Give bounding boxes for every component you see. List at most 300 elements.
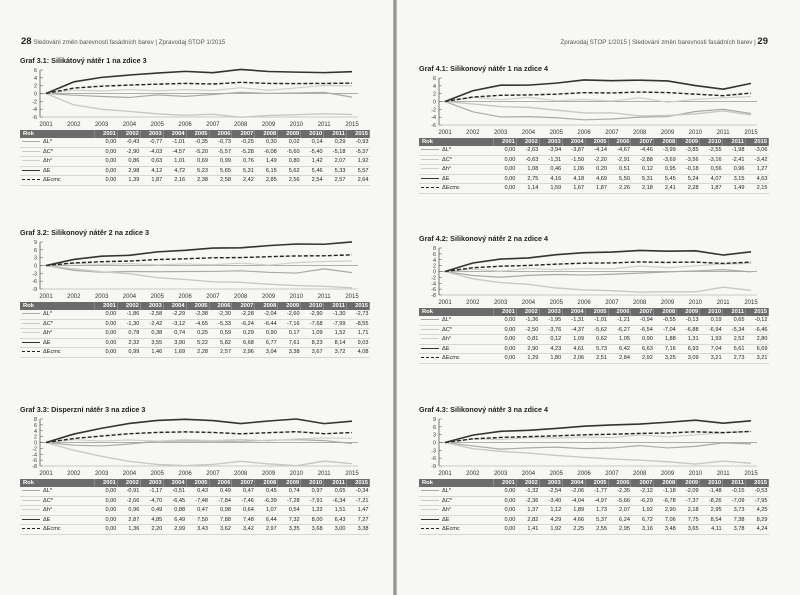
table-cell: 0,64	[232, 506, 255, 516]
data-table	[20, 130, 370, 186]
table-cell: -0,18	[677, 165, 700, 175]
table-row	[20, 348, 370, 358]
series-label: ΔE	[442, 516, 450, 523]
table-cell: 2,92	[631, 354, 654, 364]
y-tick-label: 2	[34, 83, 37, 90]
table-row	[20, 338, 370, 348]
table-cell: 0,00	[494, 184, 517, 194]
series-label: ΔEcmc	[442, 185, 460, 192]
legend-swatch-dl	[22, 490, 40, 491]
table-cell: 0,00	[494, 496, 517, 506]
y-tick-label: 9	[34, 240, 37, 246]
table-cell: 0,00	[95, 338, 118, 348]
x-tick-label: 2006	[178, 122, 192, 128]
table-cell: 0,00	[494, 354, 517, 364]
x-tick-label: 2005	[549, 300, 563, 306]
table-header-year: 2005	[186, 302, 209, 310]
table-cell: 1,36	[117, 525, 140, 535]
data-table	[20, 302, 370, 358]
table-cell: -2,88	[631, 155, 654, 165]
table-cell: 0,51	[608, 165, 631, 175]
graph-4-3	[419, 405, 769, 535]
y-tick-label: 0	[34, 91, 37, 98]
table-cell: 0,00	[95, 348, 118, 358]
right-running-head	[560, 36, 768, 47]
table-cell: -2,38	[186, 310, 209, 319]
x-tick-label: 2003	[94, 294, 109, 300]
table-cell: -7,99	[324, 319, 347, 329]
x-tick-label: 2007	[206, 294, 220, 300]
table-cell: -2,91	[608, 155, 631, 165]
table-cell: 0,90	[255, 329, 278, 339]
table-cell: 8,23	[301, 338, 324, 348]
table-header-year: 2008	[654, 308, 677, 316]
table-cell: 0,86	[117, 157, 140, 167]
table-row	[20, 525, 370, 535]
table-cell: -6,44	[255, 319, 278, 329]
table-cell: 3,78	[723, 525, 746, 535]
table-cell: 0,65	[324, 487, 347, 496]
x-tick-label: 2005	[549, 471, 563, 477]
table-cell: 0,74	[163, 329, 186, 339]
data-table	[20, 479, 370, 535]
table-cell: 1,87	[140, 176, 163, 186]
table-cell: -5,28	[232, 147, 255, 157]
series-label: ΔL*	[442, 147, 452, 153]
table-cell: -1,31	[562, 316, 585, 325]
table-cell: -7,04	[654, 325, 677, 335]
table-cell: 4,23	[539, 344, 562, 354]
x-tick-label: 2007	[206, 471, 220, 477]
table-header-year: 2003	[539, 308, 562, 316]
legend-swatch-dc	[22, 323, 40, 324]
y-tick-label: -9	[32, 287, 37, 293]
table-cell: 1,52	[324, 329, 347, 339]
table-cell: 4,12	[140, 166, 163, 176]
table-cell: -0,12	[745, 316, 768, 325]
table-cell: 1,80	[539, 354, 562, 364]
table-cell: 2,55	[585, 525, 608, 535]
table-cell: 3,25	[654, 354, 677, 364]
table-header-year: 2015	[346, 479, 369, 487]
table-cell: -3,42	[745, 155, 768, 165]
table-cell: 0,00	[494, 155, 517, 165]
table-cell: 0,00	[95, 319, 118, 329]
table-cell: 7,48	[232, 515, 255, 525]
table-cell: -7,28	[278, 496, 301, 506]
table-cell: 3,38	[278, 348, 301, 358]
legend-swatch-dcmc	[22, 528, 40, 529]
series-label: ΔL*	[43, 139, 53, 145]
table-cell: -5,18	[324, 147, 347, 157]
x-tick-label: 2011	[317, 294, 331, 300]
table-cell: 2,57	[324, 176, 347, 186]
table-cell: 0,00	[95, 166, 118, 176]
table-cell: -1,21	[608, 316, 631, 325]
table-cell: 0,80	[278, 157, 301, 167]
table-cell: -4,03	[140, 147, 163, 157]
series-label: ΔE	[442, 175, 450, 182]
table-cell: 0,20	[585, 165, 608, 175]
table-cell: -1,48	[700, 487, 723, 496]
x-tick-label: 2006	[577, 130, 591, 136]
table-cell: -2,30	[209, 310, 232, 319]
table-header-year: 2006	[608, 308, 631, 316]
table-cell: -6,24	[232, 319, 255, 329]
legend-swatch-dcmc	[22, 179, 40, 180]
legend-swatch-dh	[22, 332, 40, 333]
x-tick-label: 2008	[234, 471, 248, 477]
x-tick-label: 2003	[493, 130, 508, 136]
table-cell: 5,31	[631, 174, 654, 184]
table-header-year: 2003	[140, 479, 163, 487]
table-cell: -4,46	[631, 146, 654, 155]
line-chart	[419, 245, 769, 307]
table-cell: 1,92	[346, 157, 369, 167]
table-cell: 3,04	[255, 348, 278, 358]
table-cell: -4,57	[163, 147, 186, 157]
y-tick-label: -8	[431, 293, 436, 299]
table-cell: 0,00	[95, 138, 118, 147]
y-tick-label: 6	[34, 68, 37, 74]
table-cell: -6,08	[255, 147, 278, 157]
table-cell: 0,00	[494, 525, 517, 535]
table-cell: 5,23	[186, 166, 209, 176]
legend-swatch-dh	[421, 338, 439, 339]
table-cell: -4,14	[585, 146, 608, 155]
data-table	[419, 479, 769, 535]
table-cell: 8,29	[745, 515, 768, 525]
y-tick-label: -4	[32, 452, 37, 459]
table-header-year: 2011	[324, 302, 347, 310]
table-cell: 0,00	[95, 147, 118, 157]
table-cell: 1,71	[346, 329, 369, 339]
graph-3-2	[20, 228, 370, 358]
table-cell: 2,98	[117, 166, 140, 176]
x-tick-label: 2008	[234, 122, 248, 128]
table-cell: 1,92	[631, 506, 654, 516]
table-cell: 6,77	[255, 338, 278, 348]
x-tick-label: 2002	[67, 471, 81, 477]
legend-swatch-dl	[421, 490, 439, 491]
table-header-year: 2004	[562, 138, 585, 146]
table-cell: 0,98	[209, 506, 232, 516]
table-cell: 3,21	[700, 354, 723, 364]
table-cell: -3,56	[677, 155, 700, 165]
series-label: ΔL*	[442, 488, 452, 494]
x-tick-label: 2011	[317, 122, 331, 128]
y-tick-label: 0	[433, 99, 436, 106]
table-cell: 9,03	[346, 338, 369, 348]
x-tick-label: 2009	[660, 130, 675, 136]
table-cell: 2,07	[324, 157, 347, 167]
table-cell: -4,67	[608, 146, 631, 155]
table-row	[20, 496, 370, 506]
table-cell: 2,95	[608, 525, 631, 535]
table-cell: 2,38	[186, 176, 209, 186]
table-cell: -3,94	[539, 146, 562, 155]
table-cell: 4,72	[163, 166, 186, 176]
graph-title: Graf 4.2: Silikonový nátěr 2 na zdice 4	[419, 234, 549, 243]
table-cell: 2,42	[232, 176, 255, 186]
table-cell: 2,96	[232, 348, 255, 358]
table-cell: 3,38	[346, 525, 369, 535]
table-cell: -1,98	[723, 146, 746, 155]
y-tick-label: 4	[433, 83, 436, 90]
x-tick-label: 2001	[39, 471, 53, 477]
table-cell: 0,00	[494, 165, 517, 175]
series-label: Δh°	[442, 507, 452, 514]
table-cell: 7,88	[209, 515, 232, 525]
table-cell: 3,21	[745, 354, 768, 364]
table-cell: 1,31	[677, 335, 700, 345]
table-cell: 0,00	[494, 506, 517, 516]
table-cell: 5,73	[585, 344, 608, 354]
table-row	[20, 157, 370, 167]
table-cell: 2,18	[631, 184, 654, 194]
table-cell: 4,18	[562, 174, 585, 184]
x-tick-label: 2008	[633, 130, 647, 136]
table-row	[20, 319, 370, 329]
left-page-number: 28	[21, 36, 32, 47]
table-row	[419, 184, 769, 194]
table-cell: -0,25	[232, 138, 255, 147]
table-cell: 1,14	[516, 184, 539, 194]
table-cell: -0,34	[346, 487, 369, 496]
series-label: ΔC*	[43, 148, 53, 155]
table-cell: -7,95	[745, 496, 768, 506]
table-cell: 2,06	[562, 354, 585, 364]
x-tick-label: 2002	[67, 294, 81, 300]
x-tick-label: 2015	[345, 122, 359, 128]
table-cell: 6,69	[745, 344, 768, 354]
table-cell: 1,05	[608, 335, 631, 345]
table-cell: 2,82	[516, 515, 539, 525]
x-tick-label: 2004	[521, 130, 536, 136]
table-cell: 0,76	[232, 157, 255, 167]
table-header-year: 2002	[516, 138, 539, 146]
x-tick-label: 2015	[345, 471, 359, 477]
table-header-year: 2002	[516, 308, 539, 316]
table-header-year: 2015	[745, 479, 768, 487]
table-cell: 1,08	[516, 165, 539, 175]
table-cell: 0,99	[117, 348, 140, 358]
table-cell: 0,00	[95, 525, 118, 535]
table-cell: 0,00	[494, 487, 517, 496]
table-cell: 1,47	[346, 506, 369, 516]
legend-swatch-dl	[421, 319, 439, 320]
table-cell: -0,73	[209, 138, 232, 147]
x-tick-label: 2001	[438, 471, 452, 477]
table-cell: -1,01	[163, 138, 186, 147]
table-cell: 7,27	[346, 515, 369, 525]
x-tick-label: 2007	[206, 122, 220, 128]
legend-swatch-dc	[421, 500, 439, 501]
table-cell: 6,49	[163, 515, 186, 525]
table-header-year: 2011	[723, 138, 746, 146]
x-tick-label: 2004	[521, 300, 536, 306]
table-cell: 0,19	[700, 316, 723, 325]
table-cell: 0,00	[95, 310, 118, 319]
line-chart	[20, 67, 370, 129]
table-cell: 0,90	[631, 335, 654, 345]
table-cell: -0,53	[745, 487, 768, 496]
table-cell: 0,49	[209, 487, 232, 496]
table-cell: 0,49	[140, 506, 163, 516]
table-cell: 0,74	[278, 487, 301, 496]
y-tick-label: -6	[32, 458, 37, 465]
table-cell: 0,30	[255, 138, 278, 147]
table-cell: -8,26	[700, 496, 723, 506]
table-cell: 8,14	[324, 338, 347, 348]
legend-swatch-de	[22, 170, 40, 171]
table-row	[20, 147, 370, 157]
table-cell: -6,29	[631, 496, 654, 506]
table-cell: 2,87	[117, 515, 140, 525]
table-header-year: 2007	[631, 308, 654, 316]
table-cell: 7,04	[700, 344, 723, 354]
y-tick-label: -9	[431, 464, 436, 470]
table-cell: 4,63	[745, 174, 768, 184]
table-cell: 2,32	[117, 338, 140, 348]
series-label: ΔC*	[442, 497, 452, 504]
table-cell: 6,43	[324, 515, 347, 525]
table-cell: -2,35	[608, 487, 631, 496]
table-header-year: 2004	[562, 308, 585, 316]
x-tick-label: 2003	[94, 471, 109, 477]
table-cell: 3,00	[324, 525, 347, 535]
x-tick-label: 2008	[633, 471, 647, 477]
table-cell: 4,61	[562, 344, 585, 354]
table-cell: 0,54	[278, 506, 301, 516]
table-cell: -0,43	[117, 138, 140, 147]
table-header-year: 2001	[494, 479, 517, 487]
table-cell: -0,93	[346, 138, 369, 147]
table-header-year: 2008	[255, 302, 278, 310]
table-header-year: 2007	[232, 302, 255, 310]
y-tick-label: 6	[34, 422, 37, 429]
series-line-dc	[46, 266, 352, 288]
table-cell: 6,44	[255, 515, 278, 525]
table-cell: -1,01	[585, 316, 608, 325]
table-cell: 5,57	[346, 166, 369, 176]
table-cell: 2,95	[700, 506, 723, 516]
table-row	[20, 166, 370, 176]
table-cell: 0,29	[324, 138, 347, 147]
table-cell: 3,09	[677, 354, 700, 364]
graph-title: Graf 4.1: Silikonový nátěr 1 na zdice 4	[419, 64, 549, 73]
table-row	[20, 506, 370, 516]
table-cell: 0,99	[209, 157, 232, 167]
table-cell: -1,32	[516, 487, 539, 496]
right-running-head-text: Zpravodaj STOP 1/2015 | Sledování změn barevnosti fasádních barev |	[560, 39, 756, 46]
table-header-year: 2008	[255, 479, 278, 487]
table-cell: -4,97	[585, 496, 608, 506]
legend-swatch-de	[421, 519, 439, 520]
table-cell: -2,36	[516, 496, 539, 506]
x-tick-label: 2002	[466, 471, 480, 477]
table-cell: -5,20	[186, 147, 209, 157]
series-line-dl	[46, 266, 352, 274]
table-cell: 4,24	[745, 525, 768, 535]
table-cell: -2,09	[677, 487, 700, 496]
table-cell: 3,42	[232, 525, 255, 535]
x-tick-label: 2010	[688, 471, 703, 477]
table-cell: 1,09	[562, 335, 585, 345]
series-label: ΔEcmc	[442, 526, 460, 533]
series-label: Δh°	[442, 336, 452, 343]
x-tick-label: 2011	[716, 471, 730, 477]
x-tick-label: 2003	[94, 122, 109, 128]
table-cell: -0,63	[516, 155, 539, 165]
table-header-year: 2010	[700, 138, 723, 146]
table-cell: 2,58	[209, 176, 232, 186]
table-cell: 6,42	[608, 344, 631, 354]
table-header-year: 2004	[163, 302, 186, 310]
x-tick-label: 2005	[150, 122, 164, 128]
table-row	[419, 354, 769, 364]
x-tick-label: 2015	[744, 300, 758, 306]
y-tick-label: -2	[431, 275, 436, 282]
table-cell: 1,88	[654, 335, 677, 345]
table-row	[419, 325, 769, 335]
series-label: ΔEcmc	[442, 355, 460, 362]
x-tick-label: 2002	[67, 122, 81, 128]
table-cell: 5,33	[324, 166, 347, 176]
table-cell: 4,08	[346, 348, 369, 358]
table-header-year: 2005	[186, 130, 209, 138]
y-tick-label: 4	[34, 428, 37, 435]
table-cell: 1,41	[516, 525, 539, 535]
table-cell: -5,33	[209, 319, 232, 329]
table-cell: -3,69	[654, 155, 677, 165]
table-row	[419, 496, 769, 506]
table-cell: 5,46	[301, 166, 324, 176]
table-cell: 3,55	[140, 338, 163, 348]
x-tick-label: 2009	[261, 294, 276, 300]
table-header-year-label: Rok	[20, 302, 95, 310]
table-row	[419, 506, 769, 516]
table-header-year: 2001	[95, 479, 118, 487]
table-header-year: 2001	[494, 138, 517, 146]
series-line-dcmc	[46, 82, 352, 93]
y-tick-label: 0	[433, 269, 436, 276]
table-cell: 1,39	[117, 176, 140, 186]
table-cell: 3,67	[301, 348, 324, 358]
legend-swatch-dh	[421, 168, 439, 169]
table-cell: 2,51	[585, 354, 608, 364]
table-header-year: 2004	[163, 130, 186, 138]
table-cell: 3,43	[186, 525, 209, 535]
x-tick-label: 2015	[744, 471, 758, 477]
table-cell: 5,62	[278, 166, 301, 176]
table-cell: -4,70	[140, 496, 163, 506]
series-line-dl	[46, 92, 352, 97]
table-row	[20, 329, 370, 339]
y-tick-label: 6	[433, 76, 436, 82]
table-cell: 0,96	[723, 165, 746, 175]
table-header-year: 2015	[745, 138, 768, 146]
line-chart	[20, 416, 370, 478]
table-header-year: 2008	[654, 479, 677, 487]
x-tick-label: 2008	[633, 300, 647, 306]
table-cell: 6,15	[255, 166, 278, 176]
legend-swatch-de	[22, 342, 40, 343]
table-cell: 2,52	[723, 335, 746, 345]
table-cell: 1,22	[301, 506, 324, 516]
y-tick-label: -4	[431, 115, 436, 122]
table-cell: -6,78	[654, 496, 677, 506]
